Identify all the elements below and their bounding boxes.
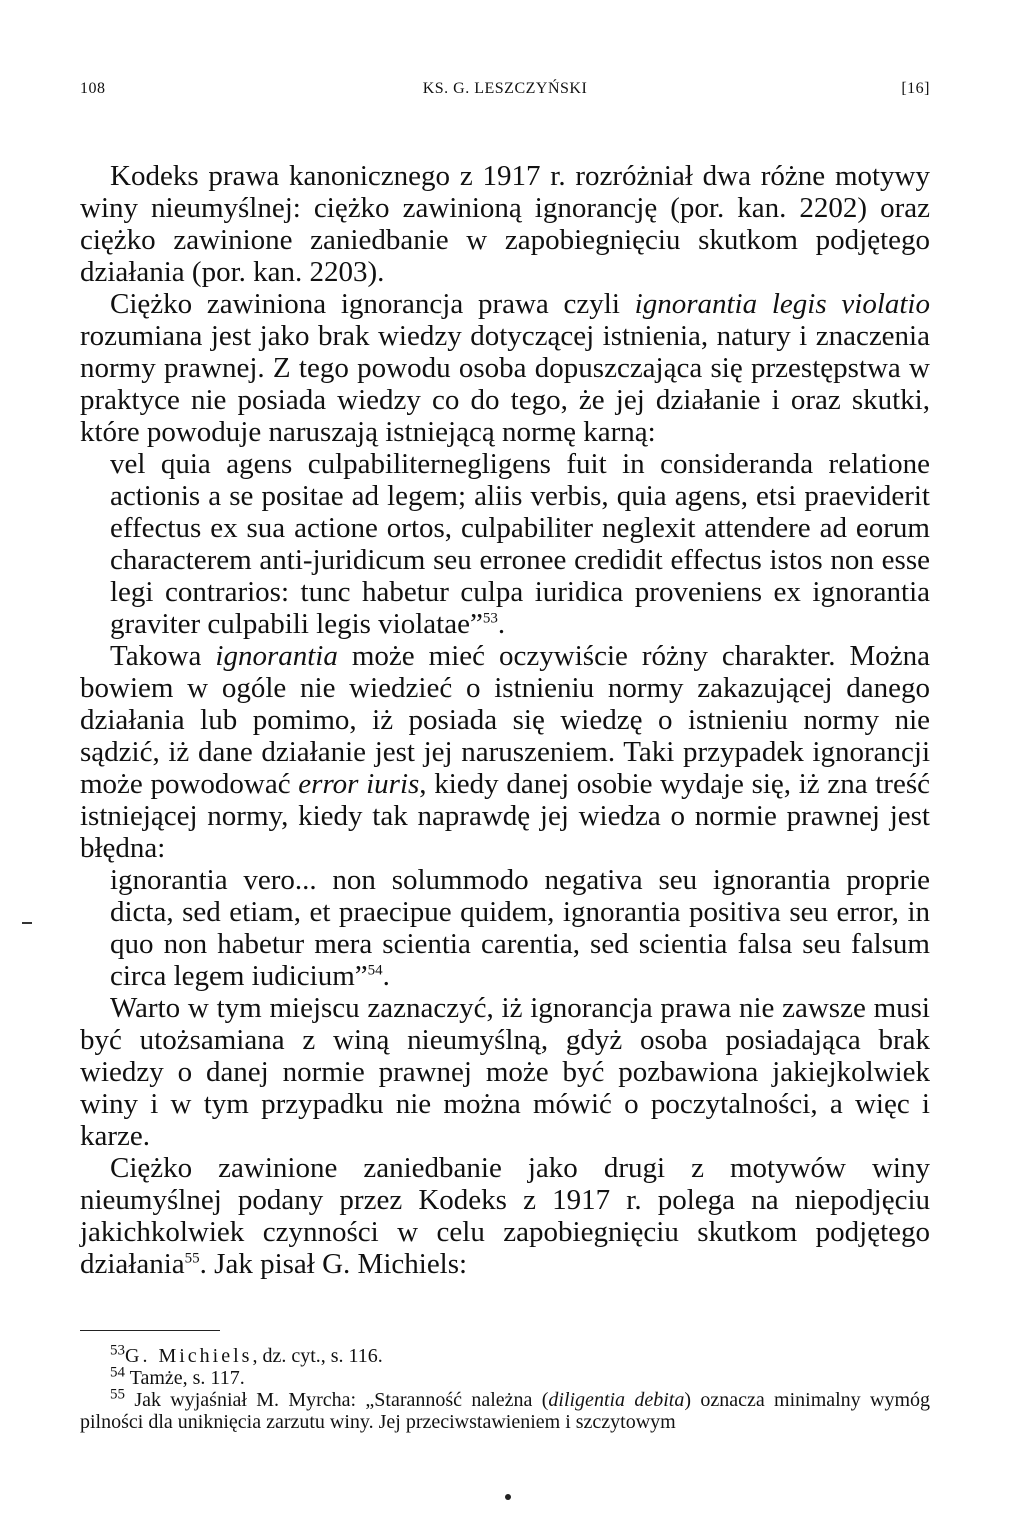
paragraph-3-text-b: może mieć oczywiście różny charakter. Można bowiem w ogóle nie wiedzieć o istnieniu normy zakazującej danego działania lub pomimo, iż posiada się wiedzę o istnieniu normy nie sądzić, iż dane działanie jest jej naruszeniem. Taki przypadek ignorancji może powodować	[80, 640, 930, 800]
footnotes	[80, 1342, 930, 1433]
paragraph-1: Kodeks prawa kanonicznego z 1917 r. rozróżniał dwa różne motywy winy nieumyślnej: ciężko zawinioną ignorancję (por. kan. 2202) oraz ciężko zawinione zaniedbanie w zapobiegnięciu skutkom podjętego działania (por. kan. 2203).	[80, 160, 930, 288]
footnote-ref-55: 55	[184, 1250, 200, 1267]
paragraph-5	[80, 1152, 930, 1280]
paragraph-3-text-a: Takowa	[110, 640, 216, 672]
running-head-author: KS. G. LESZCZYŃSKI	[422, 80, 588, 97]
body-text	[80, 160, 930, 1280]
footnote-54-text: Tamże, s. 117.	[129, 1367, 245, 1389]
paragraph-3-italic-1: ignorantia	[215, 640, 338, 672]
footnote-separator	[80, 1330, 220, 1331]
margin-mark	[22, 922, 32, 924]
paragraph-2	[80, 288, 930, 448]
footnote-55-text-a: Jak wyjaśniał M. Myrcha: „Staranność należna (	[134, 1389, 549, 1411]
footnote-55-text-b: ) oznacza minimalny wymóg pilności dla uniknięcia zarzutu winy. Jej przeciwstawieniem i szczytowym	[80, 1389, 930, 1433]
footnote-55	[80, 1386, 930, 1433]
footnote-55-italic: diligentia debita	[548, 1389, 685, 1411]
paragraph-2-italic: ignorantia legis violatio	[634, 288, 930, 320]
footnote-53-text: , dz. cyt., s. 116.	[252, 1345, 383, 1367]
paragraph-5-text-a: Ciężko zawinione zaniedbanie jako drugi z motywów winy nieumyślnej podany przez Kodeks z 1917 r. polega na niepodjęciu jakichkolwiek czynności w celu zapobiegnięciu skutkom podjętego działania	[80, 1152, 930, 1280]
paragraph-3-italic-2: error iuris	[298, 768, 420, 800]
footnote-ref-54: 54	[367, 962, 383, 979]
paragraph-3	[80, 640, 930, 864]
paragraph-4: Warto w tym miejscu zaznaczyć, iż ignorancja prawa nie zawsze musi być utożsamiana z winą nieumyślną, gdyż osoba posiadająca brak wiedzy o danej normie prawnej może być pozbawiona jakiejkolwiek winy i w tym przypadku nie można mówić o poczytalności, a więc i karze.	[80, 992, 930, 1152]
footnote-55-number: 55	[110, 1386, 125, 1403]
latin-quote-2-text: ignorantia vero... non solummodo negativa seu ignorantia proprie dicta, sed etiam, et praecipue quidem, ignorantia positiva seu error, in quo non habetur mera scientia carentia, sed scientia falsa seu falsum circa legem iudicium”	[110, 864, 930, 992]
latin-quote-2-end: .	[382, 960, 390, 992]
paragraph-2-text-b: rozumiana jest jako brak wiedzy dotyczącej istnienia, natury i znaczenia normy prawnej. Z tego powodu osoba dopuszczająca się przestępstwa w praktyce nie posiada wiedzy co do tego, że jej działanie i oraz skutki, które powoduje naruszają istniejącą normę karną:	[80, 320, 930, 448]
latin-quote-1	[80, 448, 930, 640]
latin-quote-1-end: .	[497, 608, 506, 640]
section-number: [16]	[901, 80, 930, 97]
page-number: 108	[80, 80, 106, 97]
paragraph-2-text-a: Ciężko zawiniona ignorancja prawa czyli	[110, 288, 635, 320]
footnote-53-author: G. Michiels	[125, 1345, 253, 1367]
paragraph-5-text-b: . Jak pisał G. Michiels:	[199, 1248, 468, 1280]
latin-quote-1-text: vel quia agens culpabiliternegligens fuit in consideranda relatione actionis a se positae ad legem; aliis verbis, quia agens, etsi praeviderit effectus ex sua actione ortos, culpabiliter neglexit attendere ad eorum characterem anti-juridicum seu erronee credidit effectus istos non esse legi contrarios: tunc habetur culpa iuridica proveniens ex ignorantia graviter culpabili legis violatae”	[110, 448, 930, 640]
footnote-54	[80, 1364, 930, 1389]
footnote-53	[80, 1342, 930, 1367]
paragraph-3-text-c: , kiedy danej osobie wydaje się, iż zna treść istniejącej normy, kiedy tak naprawdę jej wiedza o normie prawnej jest błędna:	[80, 768, 930, 864]
scan-dot-mark	[505, 1494, 511, 1500]
footnote-54-number: 54	[110, 1364, 125, 1381]
footnote-ref-53: 53	[482, 610, 498, 627]
running-header	[80, 80, 930, 110]
footnote-53-number: 53	[110, 1342, 125, 1359]
latin-quote-2	[80, 864, 930, 992]
